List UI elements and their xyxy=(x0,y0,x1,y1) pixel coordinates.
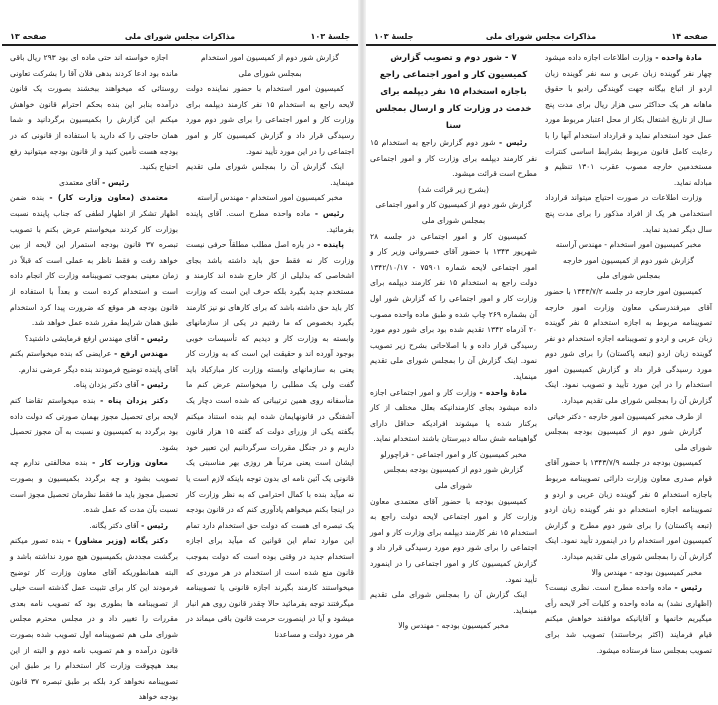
paragraph xyxy=(545,565,712,581)
speaker-name: رئیس - xyxy=(314,208,344,218)
speaker-name: مهندس ارفع - xyxy=(114,349,168,359)
paragraph-text: اینک گزارش آن را بمجلس شورای ملی تقدیم مینماید. xyxy=(370,590,537,615)
centered-line xyxy=(370,478,537,494)
paragraph-text: آقای مهندس ارفع فرمایشی داشتید؟ xyxy=(24,333,139,343)
text-columns xyxy=(366,46,716,658)
speaker-name: پاینده - xyxy=(317,240,344,250)
paragraph-text: بمجلس شورای ملی xyxy=(596,271,661,281)
paragraph-text: ۷ - شور دوم و تصویب گزارش کمیسیون کار و امور اجتماعی راجع باجازه استخدام ۱۵ نفر دیپلمه برای خدمت در وزارت کار و ارسال بمجلس سنا xyxy=(375,53,532,131)
paragraph-text: وزارت کار و امور اجتماعی اجازه داده میشود بجای کارمندانیکه بعلل مختلف از کار برکنار شده یا میشوند افرادیکه حداقل دارای گواهینامه شش ساله دبیرستان باشند استخدام نماید. xyxy=(370,387,537,444)
paragraph xyxy=(545,424,712,455)
paragraph xyxy=(186,159,354,190)
centered-line xyxy=(370,618,537,634)
paragraph-text: مخبر کمیسیون بودجه - مهندس والا xyxy=(398,621,509,631)
paragraph-text: اینک گزارش آن را بمجلس شورای ملی تقدیم مینماید. xyxy=(186,162,354,187)
text-columns xyxy=(2,46,358,705)
paragraph-text: وزارت اطلاعات در صورت احتیاج میتواند قرارداد استخدامی هر یک از افراد مذکور را برای مدت پنج سال دیگر تمدید نماید. xyxy=(545,193,712,234)
page-14 xyxy=(366,30,716,655)
paragraph xyxy=(186,81,354,159)
paragraph-text: کمیسیون بودجه در جلسه ۱۳۴۳/۷/۹ با حضور آقای قوام صدری معاون وزارت دارائی تصویبنامه مربوط باجازه استخدام ۵ نفر گوینده زبان عربی و اردو و تصویبنامه اجازه استخدام دو نفر گوینده زبان اردو (تبعه پاکستان) را برای شور دوم مطرح و گزارش کمیسیون امور استخدام را در اینمورد تأیید نمود. اینک گزارش آن را بمجلس شورای ملی تقدیم میدارد. xyxy=(545,458,713,561)
paragraph-text: شورای ملی xyxy=(434,481,473,491)
section-heading xyxy=(370,50,537,135)
page-gutter xyxy=(358,0,366,600)
paragraph-text: وزارت اطلاعات اجازه داده میشود چهار نفر گوینده زبان عربی و سه نفر گوینده زبان اردو از اتباع بیگانه جهت گویندگی رادیو با حقوق ماهانه هر یک حداکثر سی هزار ریال برای مدت پنج سال از تاریخ اشتغال بکار از محل اعتبار مربوط مورد عمل خود استخدام نماید و قرارداد استخدام آنها را با رعایت کامل قانون مربوط بشرایط اساسی کنترات مستخدمین خارجه مصوب عقرب ۱۳۰۱ تنظیم و مبادله نماید. xyxy=(545,53,712,187)
paragraph xyxy=(545,409,712,425)
speaker-name: دکتر یگانه (وزیر مشاور) - xyxy=(67,536,168,546)
paragraph-text: (بشرح زیر قرائت شد) xyxy=(418,184,489,194)
paragraph-text: آقای دکتر یگانه. xyxy=(89,520,139,530)
paragraph-text: بمجلس شورای ملی xyxy=(421,215,486,225)
speaker-name: معتمدی (معاون وزارت کار) - xyxy=(49,193,168,203)
centered-line xyxy=(545,253,712,269)
paragraph xyxy=(545,284,712,409)
centered-line xyxy=(370,182,537,198)
paragraph-text: گزارش شور دوم از کمیسیون امور استخدام xyxy=(201,53,339,62)
paragraph-text: اجازه خواسته اند حتی ماده ای بود ۲۹۳ ریال باقی مانده بود ادعا کردند بدهی فلان آقا را بشرکت تعاونی روستائی که میخواهند ببخشند بصورت یک قانون درآمده بنابر این بنده بحکم احترام قانون خواهش میکنم این گزارش را بکمیسیون برگردانید و شما همان حاجتی را که دارید با استفاده از قانونی که در بودجه هست تأمین کنید و از قانون بودجه میتوانید رفع احتیاج بکنید. xyxy=(10,53,178,172)
paragraph xyxy=(186,237,354,642)
paragraph-text: گزارش شور دوم از کمیسیون بودجه بمجلس xyxy=(383,465,524,475)
paragraph xyxy=(10,518,178,534)
paragraph xyxy=(10,346,178,377)
speaker-name: رئیس - xyxy=(102,177,130,187)
paragraph xyxy=(10,455,178,517)
speaker-name: رئیس - xyxy=(141,520,168,530)
centered-line xyxy=(370,197,537,213)
publication-title: مذاکرات مجلس شورای ملی xyxy=(124,32,236,41)
paragraph-text: بنده تصور میکنم برگشت مجددش بکمیسیون هیچ مورد نداشته باشد و البته همانطوریکه آقای معاون وزارت کار توضیح فرمودند این کار برای تثبیت عمل گذشته است خیلی از تصویبنامه ها بطوری بود که تصویب نامه بعدی مقررات را تغییر داد و در مجلس محترم مجلس شورای ملی هم تصویبنامه اول تصویب شده بصورت قانون درآمده و هم تصویب نامه دوم و البته از این ببعد هیچوقت وزارت کار استخدام را بر طبق این تصویبنامه نخواهد کرد بلکه بر طبق تبصره ۳۷ قانون بودجه خواهد xyxy=(10,536,178,702)
speaker-name: رئیس - xyxy=(141,333,168,343)
paragraph-text: گزارش شور دوم از کمیسیون بودجه بمجلس شورای ملی xyxy=(545,427,712,452)
page-header xyxy=(2,30,358,46)
paragraph-text: عرایضی که بنده میخواستم بکنم آقای پاینده توضیح فرمودند بنده دیگر عرضی ندارم. xyxy=(10,349,178,374)
centered-line xyxy=(370,213,537,229)
paragraph-text: ماده واحده مطرح است. نظری نیست؟ (اظهاری نشد) به ماده واحده و کلیات آخر لایحه رأی میگیریم خانمها و آقایانیکه موافقند خواهش میکنم قیام فرمایند (اکثر برخاستند) تصویب شد برای تصویب بمجلس سنا فرستاده میشود. xyxy=(545,583,712,655)
paragraph-text: از طرف مخبر کمیسیون امور خارجه - دکتر خیاتی xyxy=(547,411,702,421)
page-number: صفحه ۱۴ xyxy=(671,32,708,41)
paragraph-text: آقای دکتر یزدان پناه. xyxy=(73,380,139,390)
text-column xyxy=(10,50,178,705)
paragraph-text: مخبر کمیسیون بودجه - مهندس والا xyxy=(591,567,702,577)
paragraph xyxy=(370,229,537,385)
centered-line xyxy=(545,268,712,284)
paragraph xyxy=(545,580,712,658)
paragraph-text: کمیسیون امور خارجه در جلسه ۱۳۴۳/۷/۲ با حضور آقای میرفندرسکی معاون وزارت امور خارجه تصویبنامه مربوط به اجازه استخدام ۵ نفر گوینده زبان عربی و اردو و تصویبنامه اجازه استخدام دو نفر گوینده زبان اردو (تبعه پاکستان) را برای شور دوم مورد رسیدگی قرار داد و گزارش کمیسیون امور استخدام را در این مورد تأیید و تصویب نمود. اینک گزارش آن را بمجلس شورای ملی تقدیم میدارد. xyxy=(545,286,712,406)
paragraph xyxy=(10,533,178,705)
publication-title: مذاکرات مجلس شورای ملی xyxy=(485,32,597,41)
paragraph-text: بنده مخالفتی ندارم چه تصویب بشود و چه برگردد بکمیسیون و بصورت تحصیل مجوز باید ما فقط نظرمان تحصیل مجوز است نسبت بآن مدت که عمل شده. xyxy=(10,458,178,515)
paragraph xyxy=(10,331,178,347)
paragraph-text: گزارش شور دوم از کمیسیون امور خارجه xyxy=(563,255,694,265)
paragraph-text: بنده ضمن اظهار تشکر از اظهار لطفی که جناب پاینده نسبت بوزارت کار کردند میخواستم عرض بکنم با تصویب تبصره ۳۷ قانون بودجه استمرار این لایحه از بین خواهد رفت و فقط ناظر به عملی است که قبلاً در زمان معینی بموجب تصویبنامه وزارت کار انجام داده است و استخدام کرده است و بعداً با استفاده از قانون بودجه هر موقع که ضرورت پیدا کرد استخدام طبق همان شرایط مقرر شده عمل خواهد شد. xyxy=(10,193,178,328)
paragraph-text: بنده میخواستم تقاضا کنم لایحه برای تحصیل مجوز بهمان صورتی که دولت داده بود برگردد به کمیسیون و نسبت به آن مجوز تحصیل بشود. xyxy=(10,396,178,452)
paragraph-text: ماده واحده مطرح است. آقای پاینده بفرمائید. xyxy=(186,208,354,234)
paragraph-text: کمیسیون کار و امور اجتماعی در جلسه ۲۸ شهریور ۱۳۴۳ با حضور آقای خسروانی وزیر کار و امور اجتماعی لایحه شماره ۷۵۹۰۱ - ۱۳۴۲/۱۰/۱۷ دولت راجع به استخدام ۱۵ نفر کارمند دیپلمه برای وزارت کار و امور اجتماعی را که گزارش شور اول آن بشماره ۲۶۹ چاپ شده و طبق ماده واحده مصوب ۲۰ آذرماه ۱۳۴۲ تقدیم شده بود برای شور دوم مورد رسیدگی قرار داده و با اصلاحاتی بشرح زیر تصویب نمود. اینک گزارش آن را بمجلس شورای ملی تقدیم مینماید. xyxy=(370,231,537,381)
speaker-name: مادهٔ واحده - xyxy=(479,387,527,397)
session-number: جلسهٔ ۱۰۳ xyxy=(374,32,414,41)
centered-line xyxy=(186,190,354,206)
centered-line xyxy=(545,237,712,253)
paragraph-text: مخبر کمیسیون کار و امور اجتماعی - قراچورلو xyxy=(380,449,527,459)
centered-line xyxy=(370,447,537,463)
paragraph-text: کمیسیون بودجه با حضور آقای معتمدی معاون وزارت کار و امور اجتماعی لایحه دولت راجع به استخدام ۱۵ نفر کارمند دیپلمه برای وزارت کار و امور اجتماعی را برای شور دوم مورد رسیدگی قرار داد و گزارش کمیسیون کار و امور اجتماعی را در اینمورد تأیید نمود. xyxy=(370,496,537,584)
speaker-name: دکتر یزدان پناه - xyxy=(100,396,168,406)
paragraph xyxy=(10,190,178,330)
centered-line xyxy=(186,50,354,66)
paragraph xyxy=(10,377,178,393)
paragraph-text: گزارش شور دوم از کمیسیون کار و امور اجتماعی xyxy=(375,200,532,210)
text-column xyxy=(545,50,712,658)
paragraph xyxy=(10,50,178,175)
text-column xyxy=(186,50,354,705)
paragraph-text: کمیسیون امور استخدام با حضور نماینده دولت لایحه راجع به استخدام ۱۵ نفر کارمند دیپلمه برای وزارت کار و امور اجتماعی را برای شور دوم مورد رسیدگی قرار داد و گزارش کمیسیون کار و امور اجتماعی را در این مورد تأیید نمود. xyxy=(186,84,354,156)
page-13 xyxy=(2,30,358,702)
speaker-name: رئیس - xyxy=(674,583,702,593)
speaker-name: رئیس - xyxy=(498,138,528,147)
paragraph-text: در باره اصل مطلب مطلقاً حرفی نیست وزارت کار نه فقط حق باید داشته باشد بجای اشخاصی که بدلیلی از کار خارج شده اند کارمند و مستخدم جدید بگیرد بلکه حرف این است که وزارت کار باید حق داشته باشد که برای کارهای نو نیز کارمند بگیرد بخصوص که ما رفتیم در یکی از سازمانهای وابسته به وزارت کار و دیدیم که تأسیسات خوبی بوجود آورده اند و حقیقت این است که به وزارت کار یعنی به سازمانهای وابسته وزارت کار مبارکباد باید گفت ولی یک مطلبی را میخواستم عرض کنم ما متأسفانه روی همین ترتیباتی که شده است دچار یک آشفتگی در قانونهایمان شده ایم بنده استناد میکنم بگفته یکی از وزرای دولت که گفته ۱۵ هزار قانون داریم و در جنگل مقررات سرگردانیم این تعبیر خود ایشان است یعنی مرتباً هر روزی بهر مناسبتی یک قانونی یک آئین نامه ای بدون توجه باینکه لازم است یا نه میآید بنده با کمال احترامی که به نظر وزارت کار در اینجا بکنم میخواهم یادآوری کنم که در قانون بودجه یک تبصره ای هست که دولت حق استخدام دارد تمام این موارد تمام این قوانین که میآید برای اجازه استخدام جدید در وقتی بوده است که دولت بموجب قانون منع شده است از استخدام در هر موردی که میخواستند کارمند بگیرند اجازه قانونی یا تصویبنامه میگرفتند توجه بفرمائید حالا چقدر قانون روی هم انبار میشود و آیا در اینصورت حرمت قانون باقی میماند در هر مورد دولت و مساعدنا xyxy=(186,240,354,639)
paragraph xyxy=(545,455,712,564)
paragraph xyxy=(10,393,178,455)
paragraph-text: شور دوم گزارش راجع به استخدام ۱۵ نفر کارمند دیپلمه برای وزارت کار و امور اجتماعی مطرح است قرائت میشود. xyxy=(370,138,537,179)
page-number: صفحه ۱۳ xyxy=(10,32,47,41)
paragraph xyxy=(370,135,537,182)
paragraph xyxy=(370,587,537,618)
speaker-name: معاون وزارت کار - xyxy=(92,458,168,468)
speaker-name: رئیس - xyxy=(141,380,168,390)
centered-line xyxy=(10,175,178,191)
paragraph xyxy=(186,206,354,237)
speaker-name: مادهٔ واحده - xyxy=(655,53,702,62)
paragraph-text: مخبر کمیسیون امور استخدام - مهندس آراسته xyxy=(197,193,343,203)
paragraph-text: بمجلس شورای ملی xyxy=(238,68,302,78)
paragraph xyxy=(545,50,712,190)
paragraph-text: مخبر کمیسیون امور استخدام - مهندس آراسته xyxy=(555,240,702,250)
centered-line xyxy=(370,462,537,478)
paragraph xyxy=(545,190,712,237)
session-number: جلسهٔ ۱۰۳ xyxy=(310,32,350,41)
text-column xyxy=(370,50,537,658)
paragraph-text: آقای معتمدی xyxy=(58,177,100,187)
paragraph xyxy=(370,494,537,588)
paragraph xyxy=(370,385,537,447)
centered-line xyxy=(186,66,354,82)
page-header xyxy=(366,30,716,46)
